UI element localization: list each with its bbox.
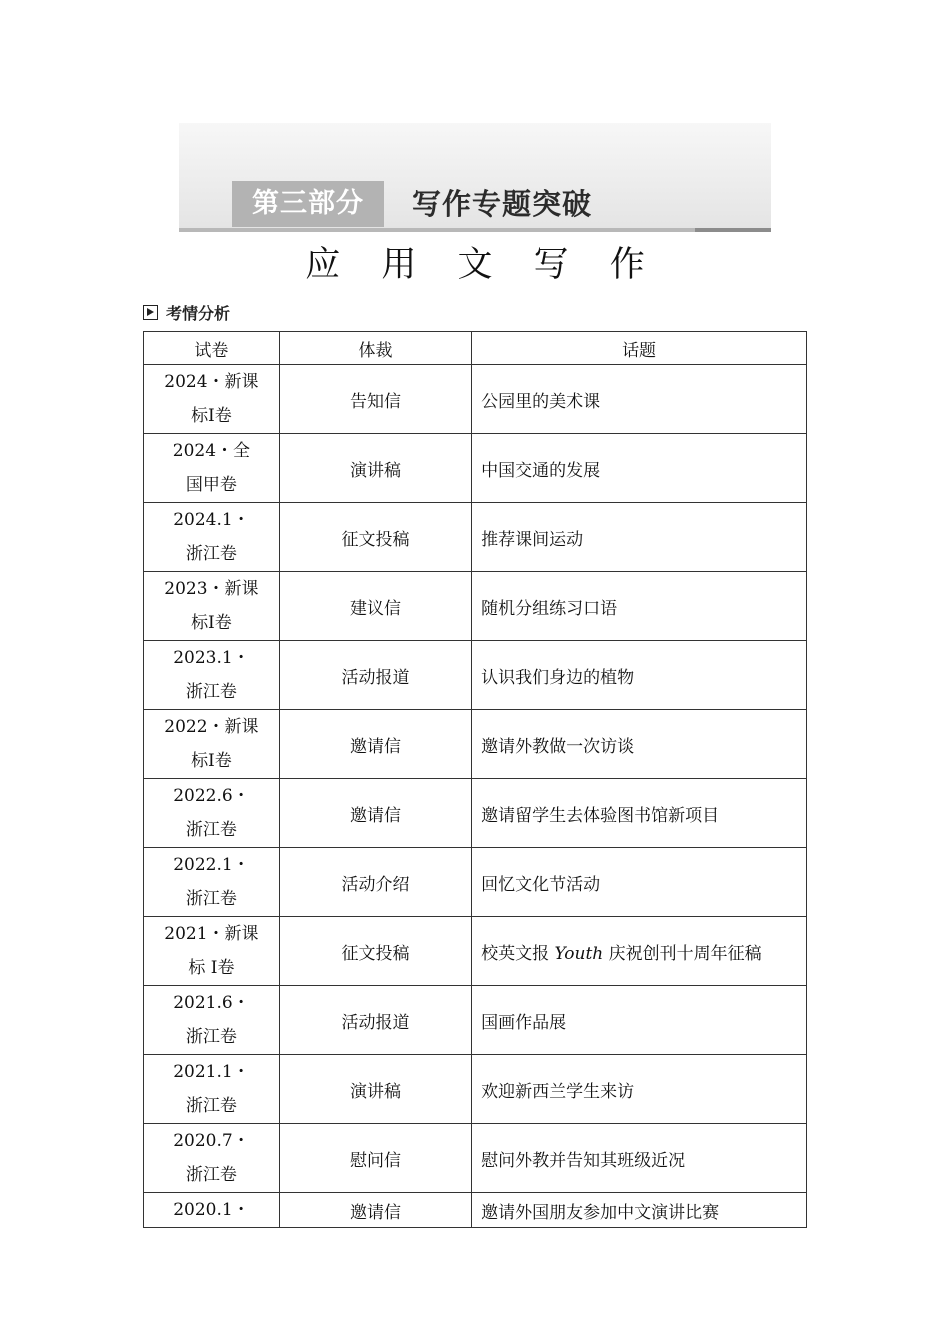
- section-label: 考情分析: [166, 303, 231, 323]
- table-row: [144, 503, 807, 572]
- genre-cell: 邀请信: [279, 779, 471, 848]
- paper-cell: 2021.1・ 浙江卷: [144, 1055, 280, 1124]
- table-row: [144, 434, 807, 503]
- genre-cell: 活动报道: [279, 641, 471, 710]
- topic-cell: 公园里的美术课: [472, 365, 807, 434]
- topic-cell: 认识我们身边的植物: [472, 641, 807, 710]
- genre-cell: 活动报道: [279, 986, 471, 1055]
- header-paper: 试卷: [144, 332, 280, 365]
- genre-cell: 邀请信: [279, 710, 471, 779]
- topic-cell: 随机分组练习口语: [472, 572, 807, 641]
- genre-cell: 活动介绍: [279, 848, 471, 917]
- table-row: [144, 917, 807, 986]
- genre-cell: 邀请信: [279, 1193, 471, 1228]
- newspaper-name: Youth: [554, 943, 604, 964]
- section-heading: [143, 300, 230, 324]
- paper-cell: 2022.6・ 浙江卷: [144, 779, 280, 848]
- paper-cell: 2024・新课 标Ⅰ卷: [144, 365, 280, 434]
- table-row: [144, 986, 807, 1055]
- genre-cell: 征文投稿: [279, 503, 471, 572]
- topic-cell: 邀请留学生去体验图书馆新项目: [472, 779, 807, 848]
- header-topic: 话题: [472, 332, 807, 365]
- genre-cell: 建议信: [279, 572, 471, 641]
- paper-cell: 2022・新课 标Ⅰ卷: [144, 710, 280, 779]
- topic-cell: 校英文报 Youth 庆祝创刊十周年征稿: [472, 917, 807, 986]
- banner-divider-accent: [695, 228, 771, 232]
- header-genre: 体裁: [279, 332, 471, 365]
- table-header-row: [144, 332, 807, 365]
- genre-cell: 告知信: [279, 365, 471, 434]
- topic-cell: 邀请外教做一次访谈: [472, 710, 807, 779]
- genre-cell: 慰问信: [279, 1124, 471, 1193]
- play-triangle-box-icon: [143, 305, 158, 320]
- table-row: [144, 365, 807, 434]
- table-row: [144, 848, 807, 917]
- topic-cell: 中国交通的发展: [472, 434, 807, 503]
- table-row: [144, 572, 807, 641]
- table-row: [144, 641, 807, 710]
- paper-cell: 2021.6・ 浙江卷: [144, 986, 280, 1055]
- topic-cell: 慰问外教并告知其班级近况: [472, 1124, 807, 1193]
- genre-cell: 征文投稿: [279, 917, 471, 986]
- paper-cell: 2023・新课 标Ⅰ卷: [144, 572, 280, 641]
- genre-cell: 演讲稿: [279, 1055, 471, 1124]
- table-row: [144, 1124, 807, 1193]
- topic-cell: 欢迎新西兰学生来访: [472, 1055, 807, 1124]
- genre-cell: 演讲稿: [279, 434, 471, 503]
- topic-cell: 推荐课间运动: [472, 503, 807, 572]
- paper-cell: 2022.1・ 浙江卷: [144, 848, 280, 917]
- page-title: 应 用 文 写 作: [305, 245, 660, 285]
- paper-cell: 2023.1・ 浙江卷: [144, 641, 280, 710]
- paper-cell: 2024.1・ 浙江卷: [144, 503, 280, 572]
- table-row: [144, 1193, 807, 1228]
- paper-cell: 2020.7・ 浙江卷: [144, 1124, 280, 1193]
- topic-cell: 回忆文化节活动: [472, 848, 807, 917]
- part-label: 第三部分: [232, 181, 384, 227]
- table-row: [144, 1055, 807, 1124]
- part-title: 写作专题突破: [412, 187, 593, 221]
- topic-cell: 国画作品展: [472, 986, 807, 1055]
- table-row: [144, 710, 807, 779]
- paper-cell: 2020.1・: [144, 1193, 280, 1228]
- table-row: [144, 779, 807, 848]
- banner-divider: [179, 228, 771, 232]
- exam-analysis-table: [143, 331, 807, 1228]
- paper-cell: 2024・全 国甲卷: [144, 434, 280, 503]
- paper-cell: 2021・新课 标 Ⅰ卷: [144, 917, 280, 986]
- topic-cell: 邀请外国朋友参加中文演讲比赛: [472, 1193, 807, 1228]
